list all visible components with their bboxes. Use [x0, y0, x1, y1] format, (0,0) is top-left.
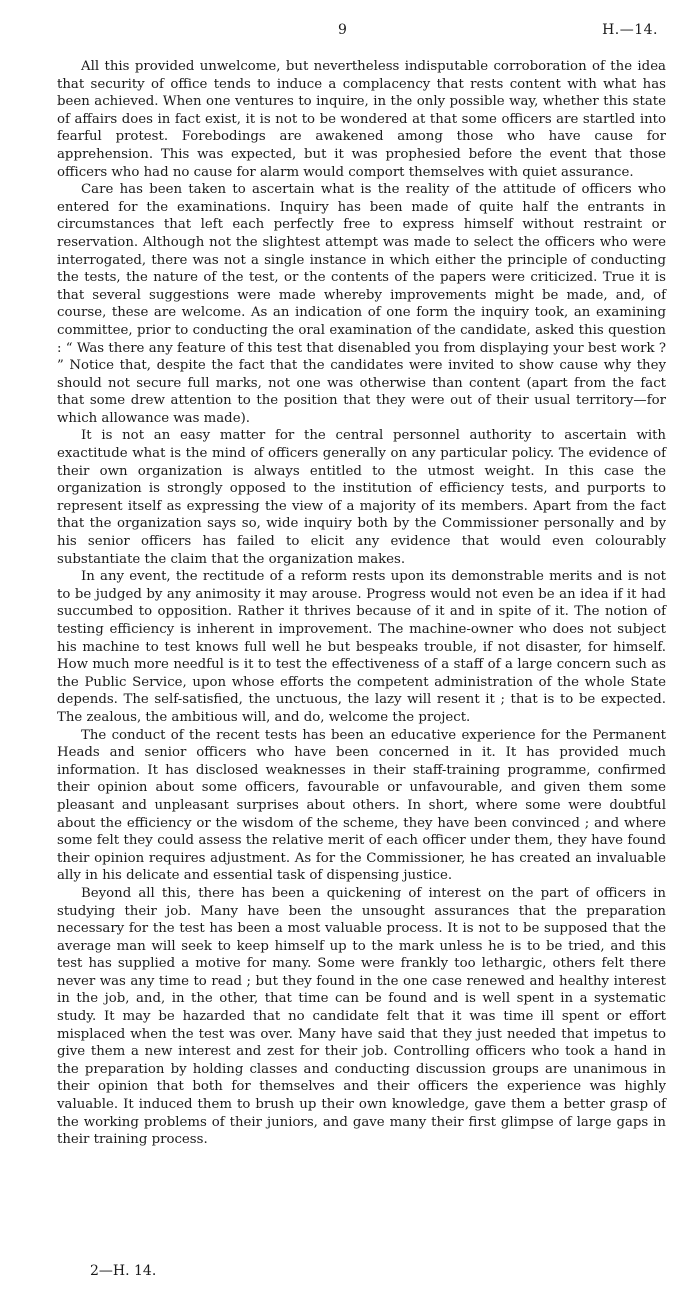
paragraph-officer-attitude: Care has been taken to ascertain what is the reality of the attitude of officers who entered for the examinations. Inquiry has been made of quite half the entrants in circumstances that left each perfectly free to express himself without restraint or reservation. Although not the slightest attempt was made to select the officers who were interrogated, there was not a single instance in which either the principle of conducting the tests, the nature of the test, or the contents of the papers were criticized. True it is that several suggestions were made whereby improvements might be made, and, of course, these are welcome. As an indication of one form the inquiry took, an examining committee, prior to conducting the oral examination of the candidate, asked this question : “ Was there any feature of this test that disenabled you from displaying your best work ? ” Notice that, despite the fact that the candidates were invited to show cause why they should not secure full marks, not one was otherwise than content (apart from the fact that some drew attention to the position that they were out of their usual territory—for which allowance was made). [57, 182, 666, 426]
page-header [0, 22, 700, 42]
sheet-reference: 2—H. 14. [90, 1263, 157, 1279]
document-reference: H.—14. [602, 22, 658, 38]
paragraph-quickening-of-interest: Beyond all this, there has been a quickening of interest on the part of officers in studying their job. Many have been the unsought assurances that the preparation necessary for the test has been a most valuable process. It is not to be supposed that the average man will seek to keep himself up to the mark unless he is to be tried, and this test has supplied a motive for many. Some were frankly too lethargic, others felt there never was any time to read ; but they found in the one case renewed and healthy interest in the job, and, in the other, that time can be found and is well spent in a systematic study. It may be hazarded that no candidate felt that it was time ill spent or effort misplaced when the test was over. Many have said that they just needed that impetus to give them a new interest and zest for their job. Controlling officers who took a hand in the preparation by holding classes and conducting discussion groups are unanimous in their opinion that both for themselves and their officers the experience was highly valuable. It induced them to brush up their own knowledge, gave them a better grasp of the working problems of their juniors, and gave many their first glimpse of large gaps in their training process. [57, 885, 666, 1148]
body-text [57, 58, 666, 1149]
paragraph-reform-merits: In any event, the rectitude of a reform rests upon its demonstrable merits and is not to be judged by any animosity it may arouse. Progress would not even be an idea if it had succumbed to opposition. Rather it thrives because of it and in spite of it. The notion of testing efficiency is inherent in improvement. The machine-owner who does not subject his machine to test knows full well he but bespeaks trouble, if not disaster, for himself. How much more needful is it to test the effectiveness of a staff of a large concern such as the Public Service, upon whose efforts the competent administration of the whole State depends. The self-satisfied, the unctuous, the lazy will resent it ; that is to be expected. The zealous, the ambitious will, and do, welcome the project. [57, 569, 666, 725]
paragraph-security-of-office: All this provided unwelcome, but nevertheless indisputable corroboration of the idea that security of office tends to induce a complacency that rests content with what has been achieved. When one ventures to inquire, in the only possible way, whether this state of affairs does in fact exist, it is not to be wondered at that some officers are startled into fearful protest. Forebodings are awakened among those who have cause for apprehension. This was expected, but it was prophesied before the event that those officers who had no cause for alarm would comport themselves with quiet assurance. [57, 59, 666, 180]
paragraph-organization-view: It is not an easy matter for the central personnel authority to ascertain with exactitude what is the mind of officers generally on any particular policy. The evidence of their own organization is always entitled to the utmost weight. In this case the organization is strongly opposed to the institution of efficiency tests, and purports to represent itself as expressing the view of a majority of its members. Apart from the fact that the organization says so, wide inquiry both by the Commissioner personally and by his senior officers has failed to elicit any evidence that would even colourably substantiate the claim that the organization makes. [57, 428, 666, 567]
page-number: 9 [338, 22, 347, 38]
paragraph-conduct-of-tests: The conduct of the recent tests has been an educative experience for the Permanent Heads and senior officers who have been concerned in it. It has provided much information. It has disclosed weaknesses in their staff-training programme, confirmed their opinion about some officers, favourable or unfavourable, and given them some pleasant and unpleasant surprises about others. In short, where some were doubtful about the efficiency or the wisdom of the scheme, they have been convinced ; and where some felt they could assess the relative merit of each officer under them, they have found their opinion requires adjustment. As for the Commissioner, he has created an invaluable ally in his delicate and essential task of dispensing justice. [57, 727, 666, 884]
